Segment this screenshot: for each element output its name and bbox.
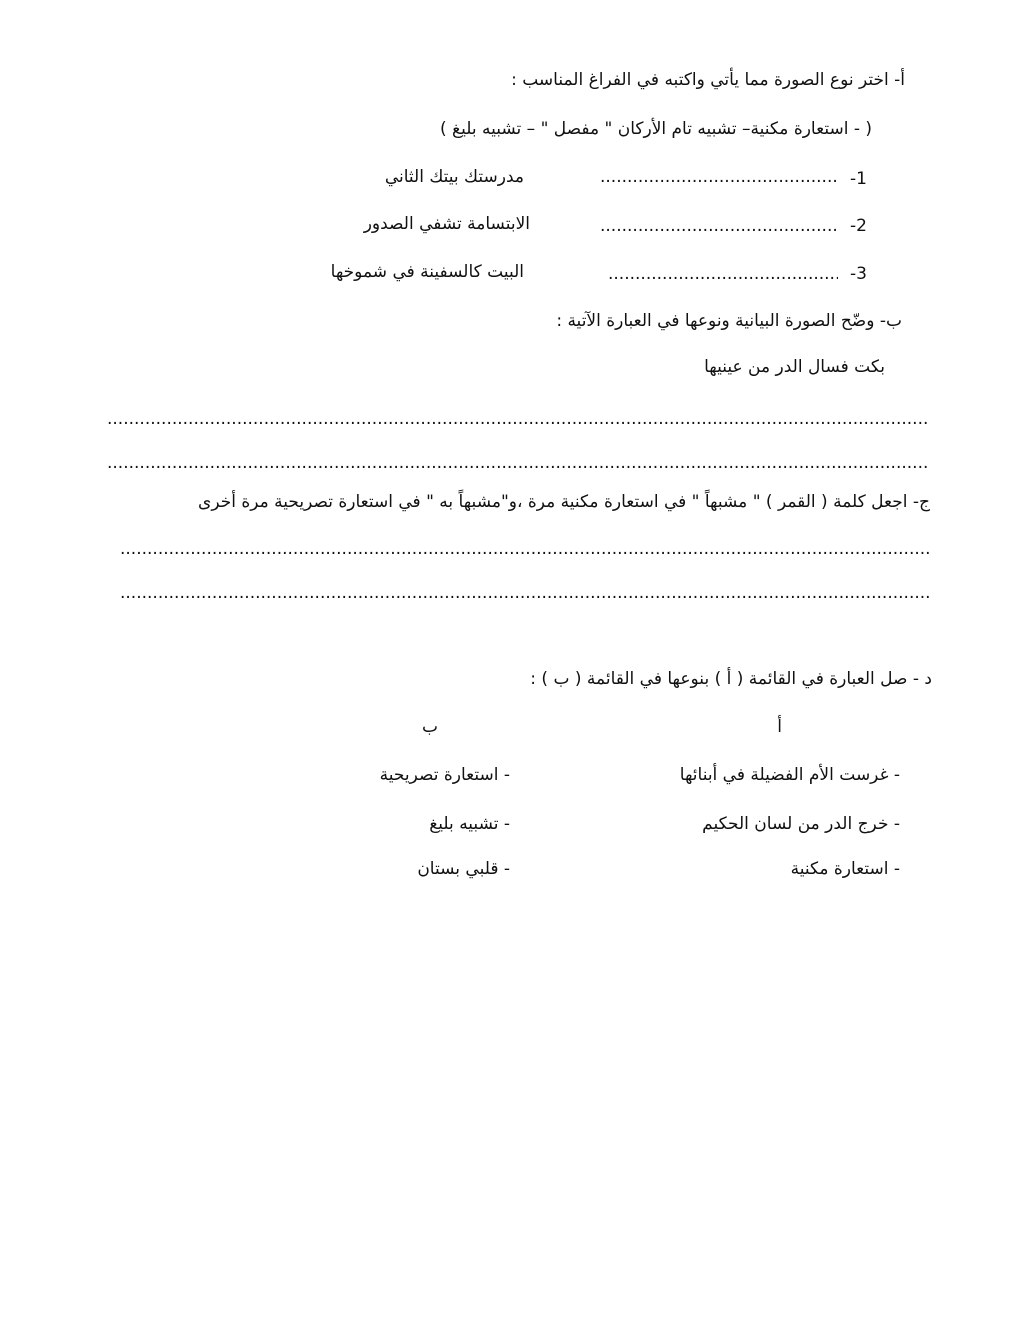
item-3-answer-blank[interactable] xyxy=(608,262,838,286)
item-2-text: الابتسامة تشفي الصدور xyxy=(363,214,530,234)
item-2-answer-blank[interactable] xyxy=(600,214,838,238)
item-1-answer-blank[interactable] xyxy=(600,165,838,189)
section-b-sentence: بكت فسال الدر من عينيها xyxy=(704,357,885,377)
item-3-number: -3 xyxy=(850,264,867,284)
match-row-2-a: - خرج الدر من لسان الحكيم xyxy=(702,814,900,834)
match-row-2-b: - تشبيه بليغ xyxy=(429,814,510,834)
section-a-heading: أ- اختر نوع الصورة مما يأتي واكتبه في الفراغ المناسب : xyxy=(511,70,905,90)
section-c-heading: ج- اجعل كلمة ( القمر ) " مشبهاً " في استعارة مكنية مرة ،و"مشبهاً به " في استعارة تصريحية مرة أخرى xyxy=(198,492,930,512)
section-b-answer-line-2[interactable] xyxy=(107,451,929,475)
match-row-1-a: - غرست الأم الفضيلة في أبنائها xyxy=(679,765,900,785)
item-3-text: البيت كالسفينة في شموخها xyxy=(330,262,524,282)
section-c-answer-line-2[interactable] xyxy=(120,581,929,605)
item-1-text: مدرستك بيتك الثاني xyxy=(384,167,524,187)
section-b-heading: ب- وضّح الصورة البيانية ونوعها في العبارة الآتية : xyxy=(556,311,902,331)
section-b-answer-line-1[interactable] xyxy=(107,407,929,431)
column-a-label: أ xyxy=(777,717,782,737)
section-c-answer-line-1[interactable] xyxy=(120,537,929,561)
match-row-3-a: - استعارة مكنية xyxy=(790,859,900,879)
item-1-number: -1 xyxy=(850,169,867,189)
section-d-heading: د - صل العبارة في القائمة ( أ ) بنوعها في القائمة ( ب ) : xyxy=(530,669,932,689)
item-2-number: -2 xyxy=(850,216,867,236)
column-b-label: ب xyxy=(421,717,438,737)
match-row-1-b: - استعارة تصريحية xyxy=(379,765,510,785)
match-row-3-b: - قلبي بستان xyxy=(417,859,510,879)
section-a-options: ( - استعارة مكنية– تشبيه تام الأركان " مفصل " – تشبيه بليغ ) xyxy=(440,119,872,139)
